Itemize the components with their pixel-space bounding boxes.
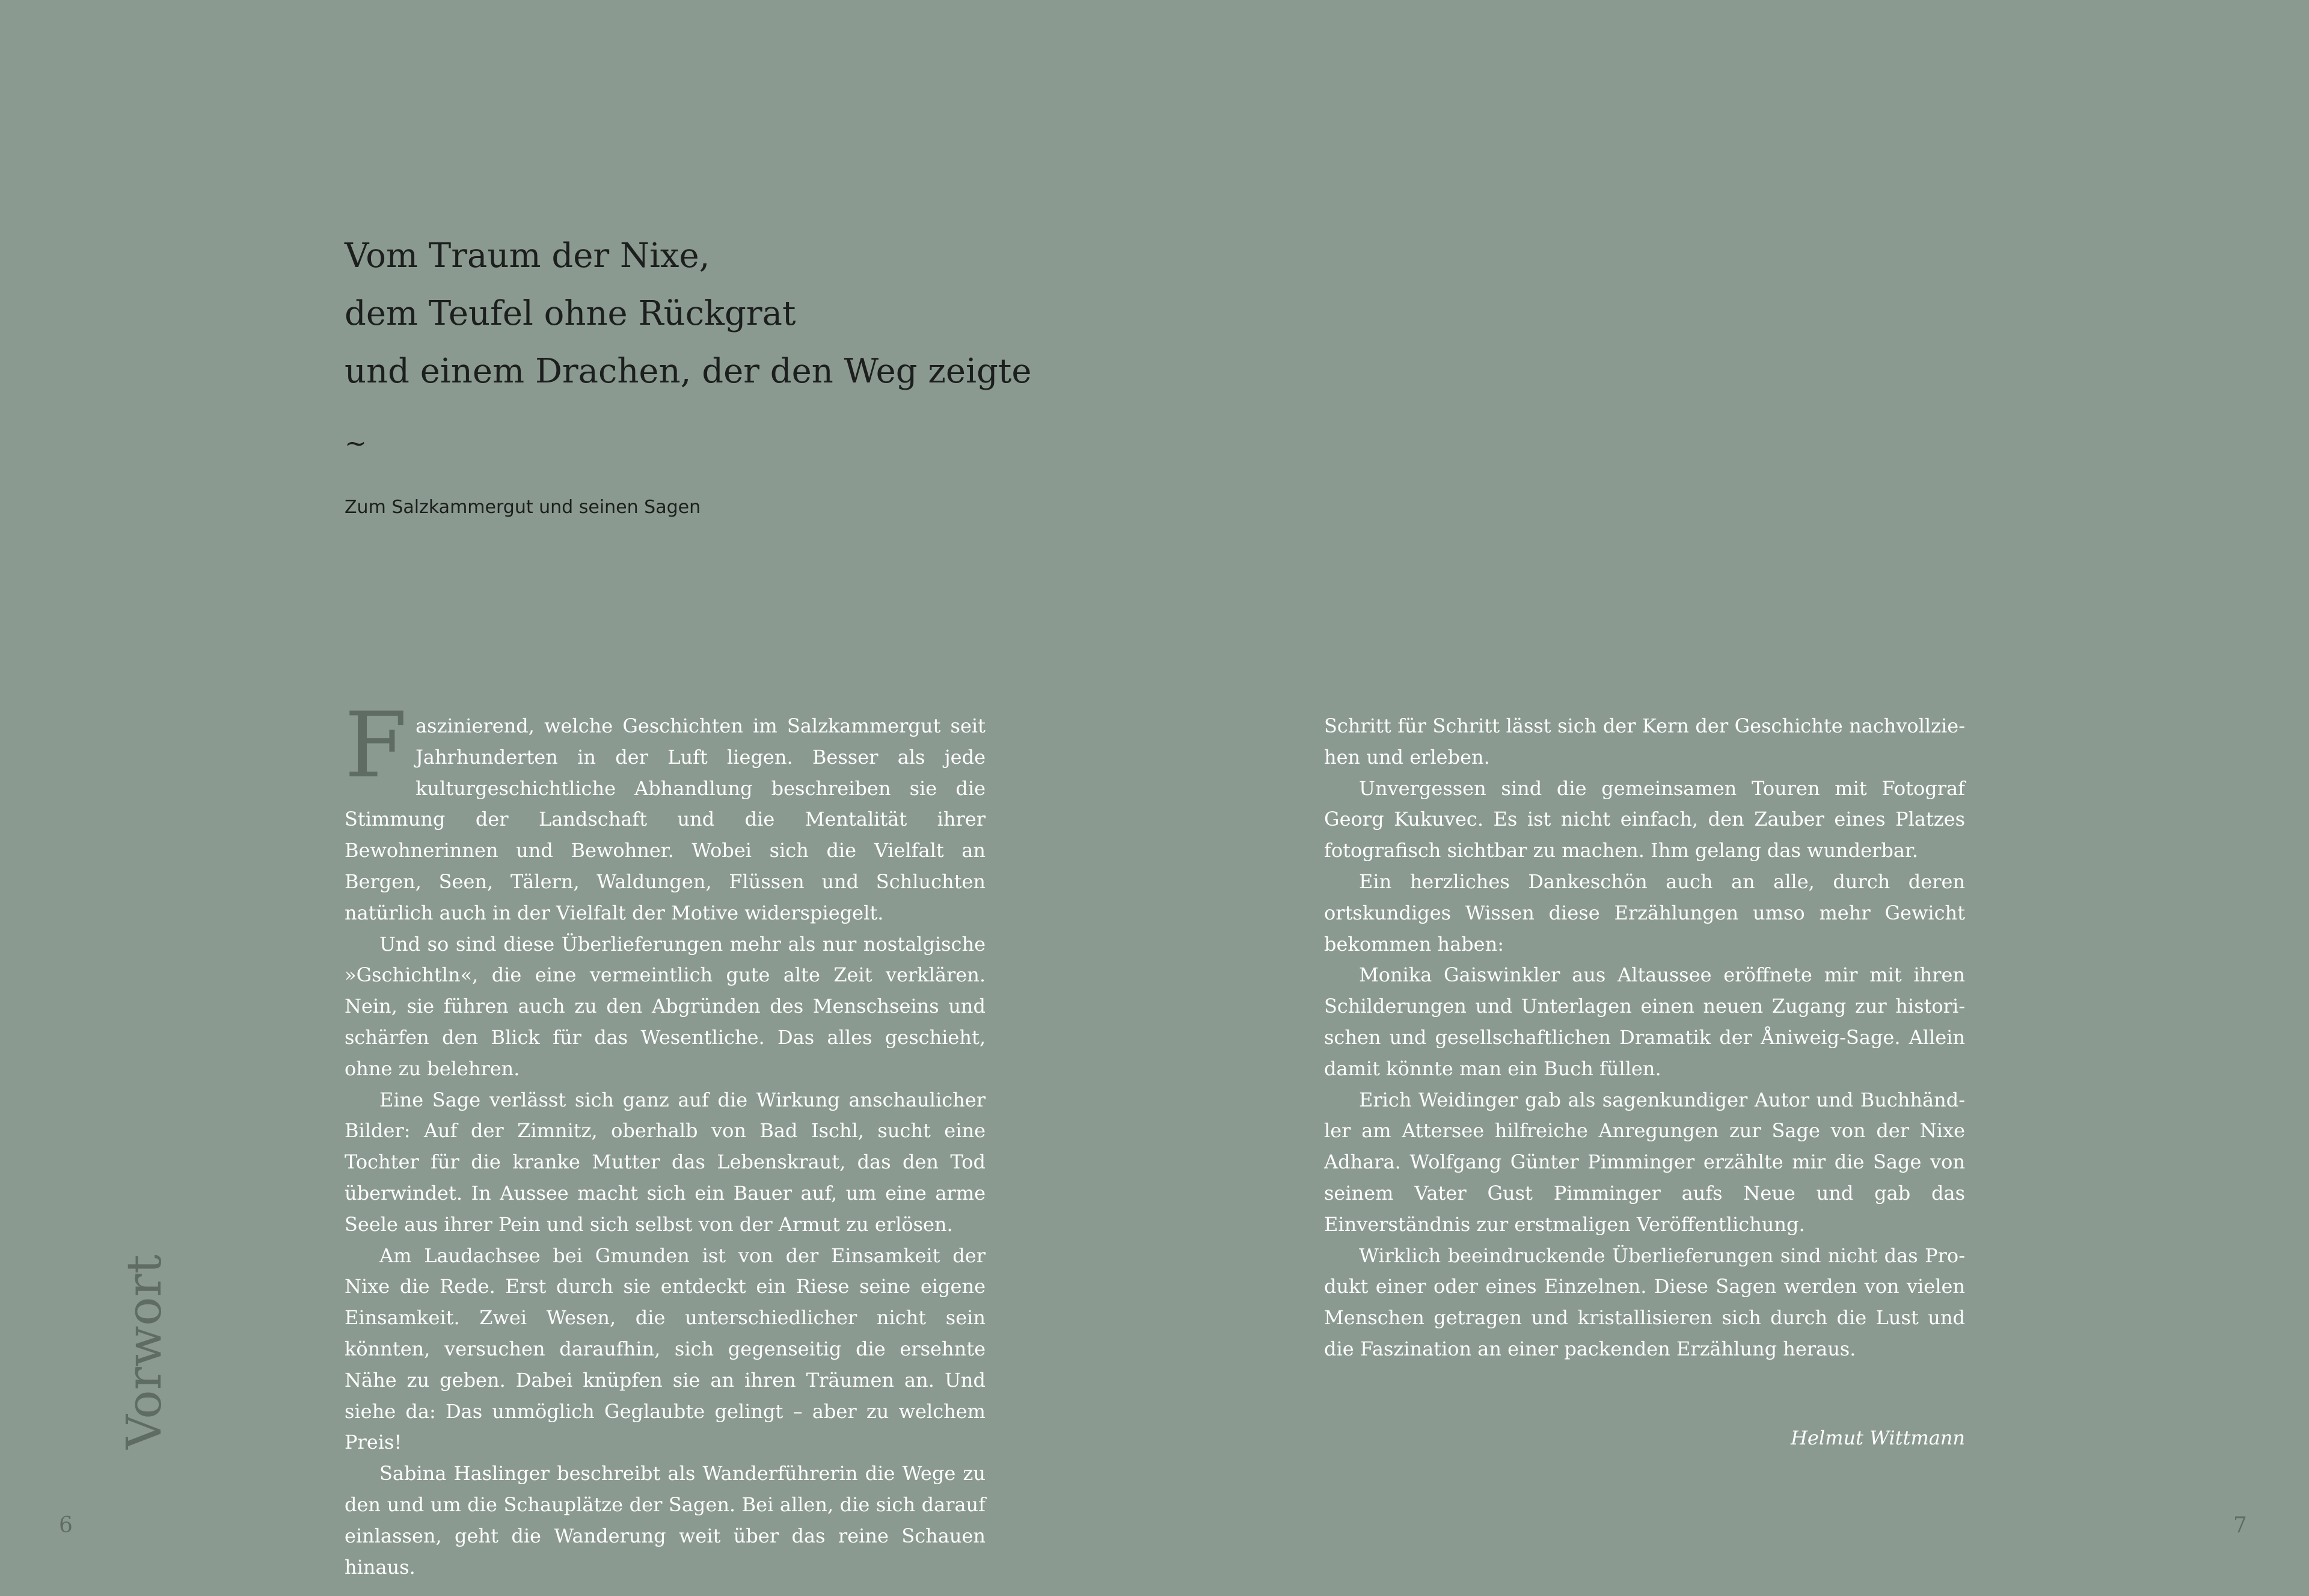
- right-text-column: [1324, 711, 1965, 1365]
- section-label-vorwort: Vorwort: [116, 1254, 172, 1449]
- paragraph: Ein herzliches Dankeschön auch an alle, durch deren ortskundiges Wissen diese Erzählungen umso mehr Gewicht bekommen haben:: [1324, 870, 1965, 956]
- title-line-2: dem Teufel ohne Rückgrat: [345, 294, 796, 333]
- paragraph: [345, 693, 986, 929]
- paragraph: Und so sind diese Überlieferungen mehr als nur nostalgische »Gschichtln«, die eine vermeintlich gute alte Zeit verklären. Nein, sie führen auch zu den Abgründen des Menschseins und schärfen den Blick für das Wesentliche. Das alles geschieht, ohne zu belehren.: [345, 932, 986, 1080]
- page-title: [345, 227, 1126, 401]
- left-text-column: [345, 693, 986, 1583]
- paragraph: Unvergessen sind die gemeinsamen Touren mit Fotograf Georg Kukuvec. Es ist nicht einfach, den Zauber eines Platzes fotografisch sichtbar zu machen. Ihm gelang das wunderbar.: [1324, 776, 1965, 862]
- tilde-separator: ~: [345, 428, 367, 459]
- title-line-1: Vom Traum der Nixe,: [345, 236, 710, 275]
- author-signature: Helmut Wittmann: [1791, 1426, 1965, 1449]
- page-number-left: 6: [59, 1513, 73, 1538]
- paragraph: Erich Weidinger gab als sagenkundiger Autor und Buchhändler am Attersee hilfreiche Anregungen zur Sage von der Nixe Adhara. Wolfgang Günter Pimminger erzählte mir die Sage von seinem Vater Gust Pimminger aufs Neue und gab das Einverständnis zur erstmaligen Veröffentlichung.: [1324, 1088, 1965, 1236]
- paragraph: Wirklich beeindruckende Überlieferungen sind nicht das Produkt einer oder eines Einzelnen. Diese Sagen werden von vielen Menschen getragen und kristallisieren sich durch die Lust und die Faszination an einer packenden Erzählung heraus.: [1324, 1244, 1965, 1360]
- paragraph-text: aszinierend, welche Geschichten im Salzkammergut seit Jahrhunderten in der Luft liegen. Besser als jede kulturgeschichtliche Abhandlung beschreiben sie die Stimmung der Landschaft und die Mentalität ihrer Bewohnerinnen und Bewohner. Wobei sich die Vielfalt an Bergen, Seen, Tälern, Waldungen, Flüssen und Schluchten natürlich auch in der Vielfalt der Motive widerspiegelt.: [345, 714, 986, 924]
- paragraph: Am Laudachsee bei Gmunden ist von der Einsamkeit der Nixe die Rede. Erst durch sie entdeckt ein Riese seine eigene Einsamkeit. Zwei Wesen, die unterschiedlicher nicht sein könnten, versuchen daraufhin, sich gegenseitig die ersehnte Nähe zu geben. Dabei knüpfen sie an ihren Träumen an. Und siehe da: Das unmöglich Geglaubte gelingt – aber zu welchem Preis!: [345, 1244, 986, 1454]
- subtitle: Zum Salzkammergut und seinen Sagen: [345, 497, 701, 518]
- paragraph: Monika Gaiswinkler aus Altaussee eröffnete mir mit ihren Schilderungen und Unterlagen einen neuen Zugang zur historischen und gesellschaftlichen Dramatik der Åniweig-Sage. Allein damit könnte man ein Buch füllen.: [1324, 963, 1965, 1080]
- paragraph: Sabina Haslinger beschreibt als Wanderführerin die Wege zu den und um die Schauplätze der Sagen. Bei allen, die sich darauf einlassen, geht die Wanderung weit über das reine Schauen hinaus.: [345, 1462, 986, 1579]
- page-number-right: 7: [2233, 1513, 2247, 1538]
- paragraph: Schritt für Schritt lässt sich der Kern der Geschichte nachvollziehen und erleben.: [1324, 714, 1965, 769]
- paragraph: Eine Sage verlässt sich ganz auf die Wirkung anschaulicher Bilder: Auf der Zimnitz, oberhalb von Bad Ischl, sucht eine Tochter für die kranke Mutter das Lebenskraut, das den Tod überwindet. In Aussee macht sich ein Bauer auf, um eine arme Seele aus ihrer Pein und sich selbst von der Armut zu erlösen.: [345, 1088, 986, 1236]
- drop-cap: F: [345, 693, 408, 798]
- title-line-3: und einem Drachen, der den Weg zeigte: [345, 352, 1032, 391]
